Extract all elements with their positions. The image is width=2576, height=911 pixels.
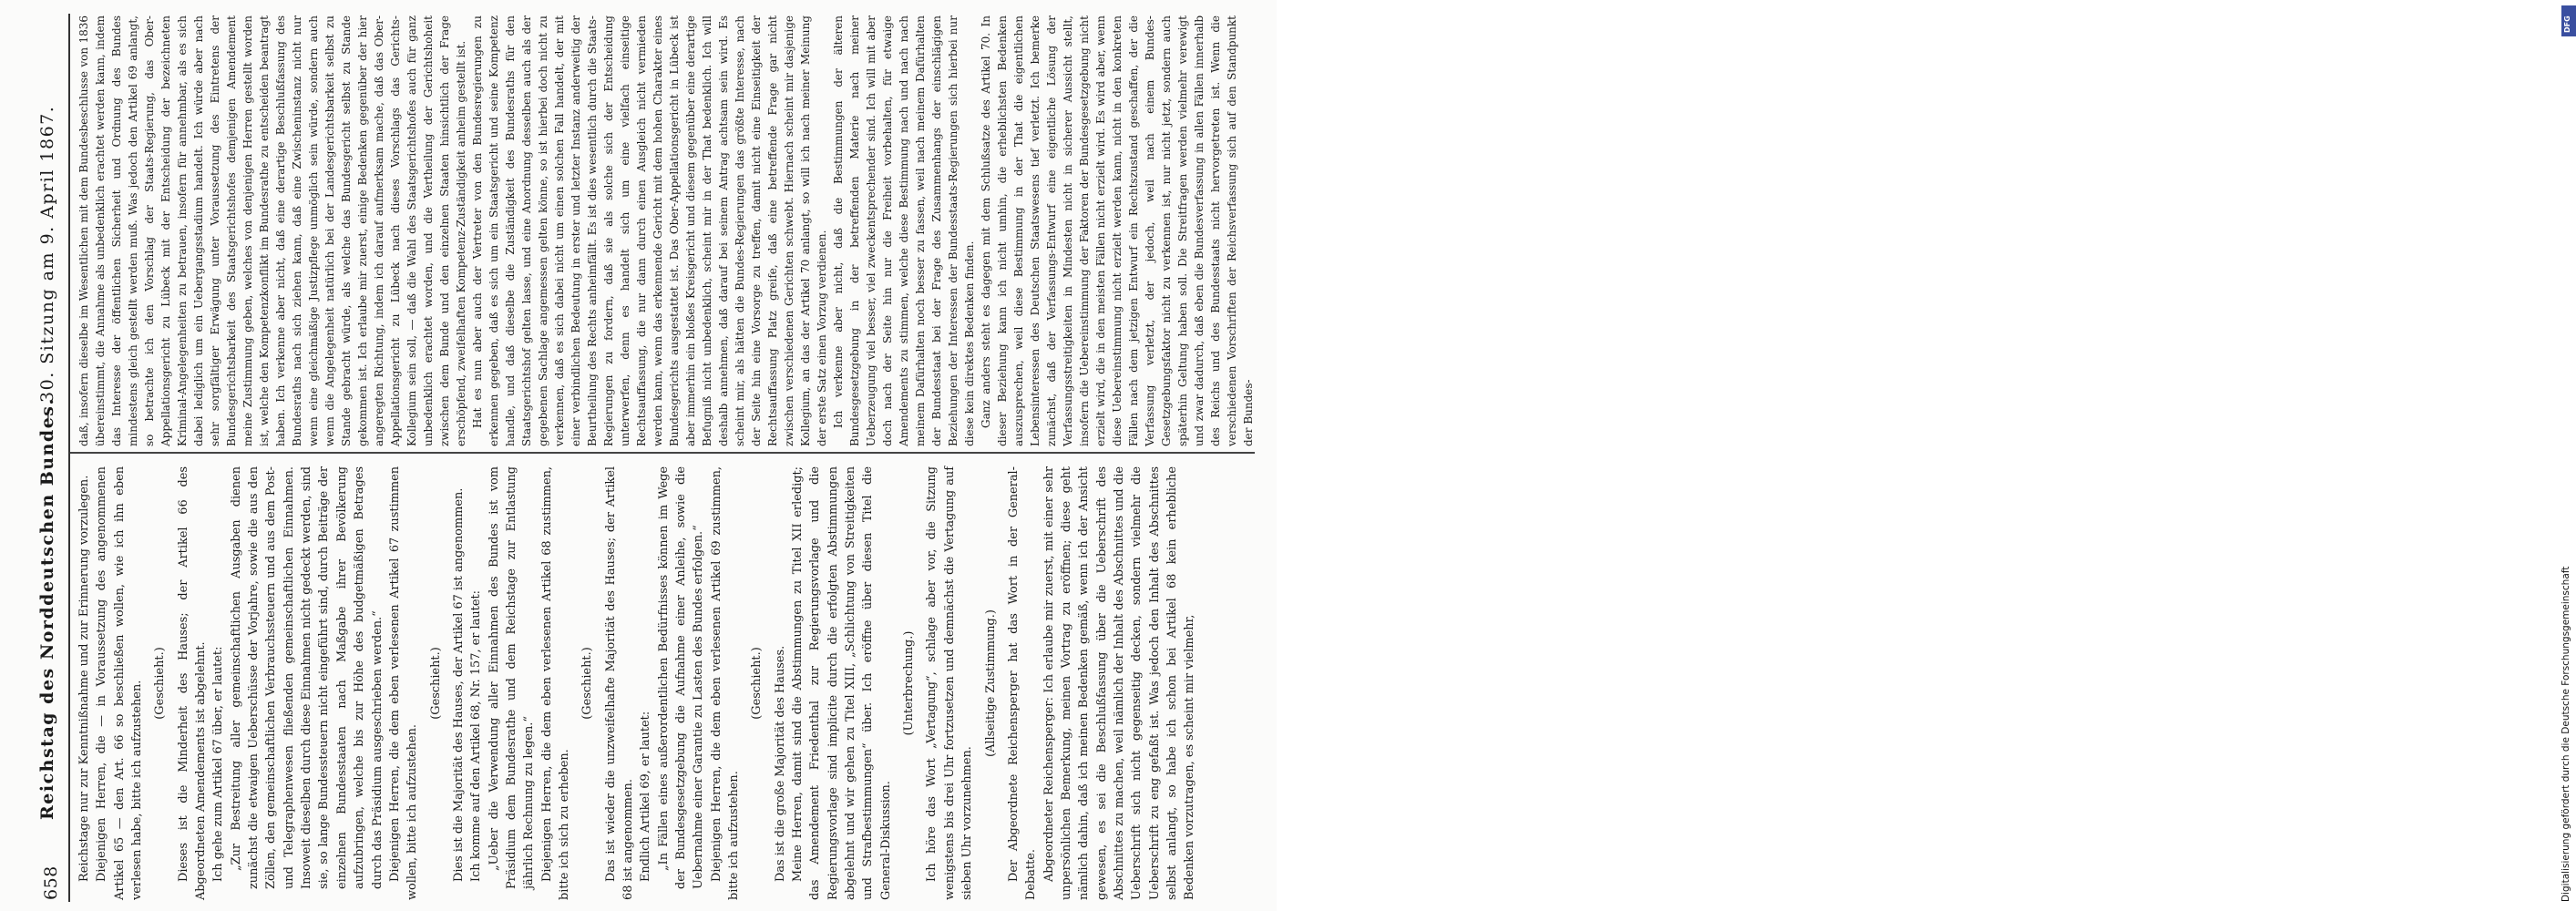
quoted-article: „In Fällen eines außerordentlichen Bedürfnisses können im Wege der Bundesgesetzgebung die Aufnahme einer Anleihe, sowie die Uebernahme einer Garantie zu Lasten des Bundes erfolgen.“ bbox=[656, 466, 706, 889]
stage-direction: (Geschieht.) bbox=[750, 647, 765, 720]
paragraph: Hat es nun aber auch der Vertreter von den Bundesregierungen zu erkennen gegeben, daß es sich um ein Staatsgericht und seine Kompetenz handle, und daß dieselbe die Zuständigkeit des Bundesraths für den Staatsgerichtshof gelten lasse, und eine Anordnung desselben auch als der gegebenen Sachlage angemessen gelten könne, so ist hierbei doch nicht zu verkennen, daß es sich dabei nicht um einen solchen Fall handelt, der mit einer verbindlichen Bedeutung in erster und letzter Instanz anderweitig der Beurtheilung des Rechts anheimfällt. Es ist dies wesentlich durch die Staats-Regierungen zu fordern, daß sie als solche sich der Entscheidung unterwerfen, denn es handelt sich um eine vielfach einseitige Rechtsauffassung, die nur dann durch einen Ausgleich nicht vermieden werden kann, wenn das erkennende Gericht mit dem hohen Charakter eines Bundesgerichts ausgestattet ist. Das Ober-Appellationsgericht in Lübeck ist aber immerhin ein bloßes Kreisgericht und diesem gegenüber eine derartige Befugniß nicht unbedenklich, scheint mir in der That bedenklich. Ich will deshalb annehmen, daß darauf bei seinem Antrag achtsam sein wird. Es scheint mir, als hätten die Bundes-Regierungen das größte Interesse, nach der Seite hin eine Vorsorge zu treffen, damit nicht eine Einseitigkeit der Rechtsauffassung Platz greife, daß eine betreffende Frage gar nicht zwischen verschiedenen Gerichten schwebt. Hiernach scheint mir dasjenige Kollegium, an das der Artikel 70 anlangt, so will ich nach meiner Meinung der erste Satz einen Vorzug verdienen. bbox=[471, 15, 828, 446]
page-number: 658 bbox=[41, 865, 61, 900]
left-running-title: Reichstag des Norddeutschen Bundes. bbox=[37, 397, 57, 820]
paragraph: Ich gehe zum Artikel 67 über, er lautet: bbox=[211, 646, 226, 882]
paragraph: Reichstage nur zur Kenntnißnahme und zur Erinnerung vorzulegen. bbox=[77, 475, 91, 882]
paragraph: Der Abgeordnete Reichensperger hat das Wort in der General-Debatte. bbox=[1006, 466, 1039, 900]
paragraph: Ganz anders steht es dagegen mit dem Schlußsatze des Artikel 70. In dieser Beziehung kann ich nicht umhin, die erheblichsten Bedenken auszusprechen, weil diese Bestimmung in der That die eigentlichen Lebensinteressen des Deutschen Staatswesens tief verletzt. Ich bemerke zunächst, daß der Verfassungs-Entwurf eine eigentliche Lösung der Verfassungsstreitigkeiten in Mindesten nicht in sicherer Aussicht stellt, insofern die Uebereinstimmung der Faktoren der Bundesgesetzgebung nicht erzielt wird, die in den meisten Fällen nicht erzielt wird. Es wird aber, wenn diese Uebereinstimmung nicht erzielt werden kann, nicht in den konkreten Fällen nach dem jetzigen Entwurf ein Rechtszustand geschaffen, der die Verfassung verletzt, der jedoch, weil nach einem Bundes-Gesetzgebungsfaktor nicht zu verkennen ist, nur nicht jetzt, sondern auch späterhin Geltung haben soll. Die Streitfragen werden vielmehr verewigt und zwar dadurch, daß eben die Bundesverfassung in allen Fällen innerhalb des Reichs und des Bundesstaats nicht hervorgetreten ist. Wenn die verschiedenen Vorschriften der Reichsverfassung sich auf den Standpunkt der Bundes- bbox=[980, 15, 1255, 446]
rotated-page-content bbox=[32, 14, 1262, 902]
digitization-credit: Digitalisierung gefördert durch die Deutsche Forschungsgemeinschaft bbox=[2561, 566, 2571, 902]
dfg-logo: DFG bbox=[2561, 5, 2576, 36]
stage-direction: (Geschieht.) bbox=[428, 647, 443, 720]
header-rule bbox=[68, 14, 70, 902]
left-column bbox=[76, 466, 1199, 900]
paragraph: Diejenigen Herren, die dem eben verlesenen Artikel 68 zustimmen, bitte ich sich zu erheben. bbox=[539, 466, 571, 900]
right-running-title: — 30. Sitzung am 9. April 1867. bbox=[37, 105, 57, 428]
paragraph: Ich höre das Wort „Vertagung“, schlage aber vor, die Sitzung wenigstens bis drei Uhr fortzusetzen und demnächst die Vertagung auf sieben Uhr vorzunehmen. bbox=[925, 466, 975, 900]
speech-paragraph: Abgeordneter Reichensperger: Ich erlaube mir zuerst, mit einer sehr unpersönlichen Bemerkung, meinen Vortrag zu eröffnen; diese geht nämlich dahin, daß ich meinen Bedenken gemäß, wenn ich der Ansicht gewesen, es sei die Beschlußfassung über die Ueberschrift des Abschnittes zu machen, weil nämlich der Inhalt des Abschnittes und die Ueberschrift sich nicht gegenseitig decken, sondern vielmehr die Ueberschrift zu eng gefaßt ist. Was jedoch den Inhalt des Abschnittes selbst anlangt, so habe ich schon bei Artikel 68 kein erhebliche Bedenken vorzutragen, es scheint mir vielmehr, bbox=[1042, 466, 1197, 900]
paragraph: Diejenigen Herren, die dem eben verlesenen Artikel 67 zustimmen wollen, bitte ich aufzustehen. bbox=[387, 466, 420, 900]
paragraph: Ich komme auf den Artikel 68, Nr. 157, er lautet: bbox=[469, 590, 484, 882]
column-divider bbox=[70, 452, 1255, 454]
paragraph: Endlich Artikel 69, er lautet: bbox=[639, 711, 653, 882]
stage-direction: (Geschieht.) bbox=[580, 647, 595, 720]
stage-direction: (Allseitige Zustimmung.) bbox=[983, 609, 998, 757]
paragraph: Dieses ist die Minderheit des Hauses; der Artikel 66 des Abgeordneten Amendements ist abgelehnt. bbox=[176, 466, 209, 900]
stage-direction: (Geschieht.) bbox=[153, 647, 168, 720]
paragraph: Ich verkenne aber nicht, daß die Bestimmungen der älteren Bundesgesetzgebung in der betreffenden Materie nach meiner Ueberzeugung viel besser, viel zweckentsprechender sind. Ich will mit aber doch nach der Seite hin nur die Freiheit vorbehalten, für etwaige Amendements zu stimmen, welche diese Bestimmung nach und nach nach meinem Dafürhalten noch besser zu fassen, weil nach meinem Dafürhalten der Bundesstaat bei der Frage des Zusammenhangs der einschlägigen Beziehungen der Interessen der Bundesstaats-Regierungen sich hierbei nur diese kein direktes Bedenken finden. bbox=[832, 15, 976, 446]
digitization-credit-strip bbox=[1277, 0, 2571, 911]
paragraph: Dies ist die Majorität des Hauses, der Artikel 67 ist angenommen. bbox=[451, 487, 466, 882]
paragraph: Das ist die große Majorität des Hauses. bbox=[773, 645, 787, 882]
paragraph: Diejenigen Herren, die — in Voraussetzung des angenommenen Artikel 65 — den Art. 66 so beschließen wollen, wie ich ihn eben verlesen habe, bitte ich aufzustehen. bbox=[95, 466, 145, 900]
paragraph: Diejenigen Herren, die dem eben verlesenen Artikel 69 zustimmen, bitte ich aufzustehen. bbox=[709, 466, 742, 900]
quoted-article: „Ueber die Verwendung aller Einnahmen des Bundes ist vom Präsidium dem Bundesrathe und dem Reichstage zur Entlastung jährlich Rechnung zu legen.“ bbox=[487, 466, 537, 889]
page-header bbox=[32, 14, 68, 902]
paragraph: Meine Herren, damit sind die Abstimmungen zu Titel XII erledigt; das Amendement Friedenthal zur Regierungsvorlage und die Regierungsvorlage sind implicite durch die erfolgten Abstimmungen abgelehnt und wir gehen zu Titel XIII, „Schlichtung von Streitigkeiten und Strafbestimmungen“ über. Ich eröffne über diesen Titel die General-Diskussion. bbox=[791, 466, 893, 900]
stage-direction: (Unterbrechung.) bbox=[902, 630, 917, 736]
paragraph: Das ist wieder die unzweifelhafte Majorität des Hauses; der Artikel 68 ist angenommen. bbox=[603, 466, 635, 900]
right-column bbox=[76, 15, 1257, 446]
quoted-article: „Zur Bestreitung aller gemeinschaftlichen Ausgaben dienen zunächst die etwaigen Ueberschüsse der Vorjahre, sowie die aus den Zöllen, den gemeinschaftlichen Verbrauchssteuern und aus dem Post- und Telegraphenwesen fließenden gemeinschaftlichen Einnahmen. Insoweit dieselben durch diese Einnahmen nicht gedeckt werden, sind sie, so lange Bundessteuern nicht eingeführt sind, durch Beiträge der einzelnen Bundesstaaten nach Maßgabe ihrer Bevölkerung aufzubringen, welche bis zur Höhe des budgetmäßigen Betrages durch das Präsidium ausgeschrieben werden.“ bbox=[229, 466, 385, 889]
paragraph: daß, insofern dieselbe im Wesentlichen mit dem Bundesbeschlusse von 1836 übereinstimmt, die Annahme als unbedenklich erachtet werden kann, indem das Interesse der öffentlichen Sicherheit und Ordnung des Bundes mindestens gleich gestellt werden muß. Was jedoch den Artikel 69 anlangt, so betrachte ich den Vorschlag der Staats-Regierung, das Ober-Appellationsgericht zu Lübeck mit der Entscheidung der bezeichneten Kriminal-Angelegenheiten zu betrauen, insofern für annehmbar, als es sich dabei lediglich um ein Uebergangsstadium handelt. Ich würde aber nach sehr sorgfältiger Erwägung unter Voraussetzung des Eintretens der Bundesgerichtsbarkeit des Staatsgerichtshofes demjenigen Amendement meine Zustimmung geben, welches von denjenigen Herren gestellt worden ist, welche den Kompetenzkonflikt im Bundesrathe zu entscheiden beantragt haben. Ich verkenne aber nicht, daß eine derartige Beschlußfassung des Bundesraths nach sich ziehen kann, daß eine Zwischeninstanz nicht nur wenn eine gleichmäßige Justizpflege unmöglich sein würde, sondern auch wenn die Angelegenheit natürlich bei der Landesgerichtsbarkeit selbst zu Stande gebracht würde, als welche das Bundesgericht selbst zu Stande gekommen ist. Ich erlaube mir zuerst, einige Bedenken gegenüber der hier angeregten Richtung, indem ich darauf aufmerksam mache, daß das Ober-Appellationsgericht zu Lübeck nach dieses Vorschlags das Gerichts-Kollegium sein soll, — daß die Wahl des Staatsgerichtshofes auch für ganz unbedenklich erachtet worden, und die Vertheilung der Gerichtshoheit zwischen dem Bunde und den einzelnen Staaten hinsichtlich der Frage erschöpfend, zweifelhaften Kompetenz-Zuständigkeit anheim gestellt ist. bbox=[77, 15, 467, 446]
